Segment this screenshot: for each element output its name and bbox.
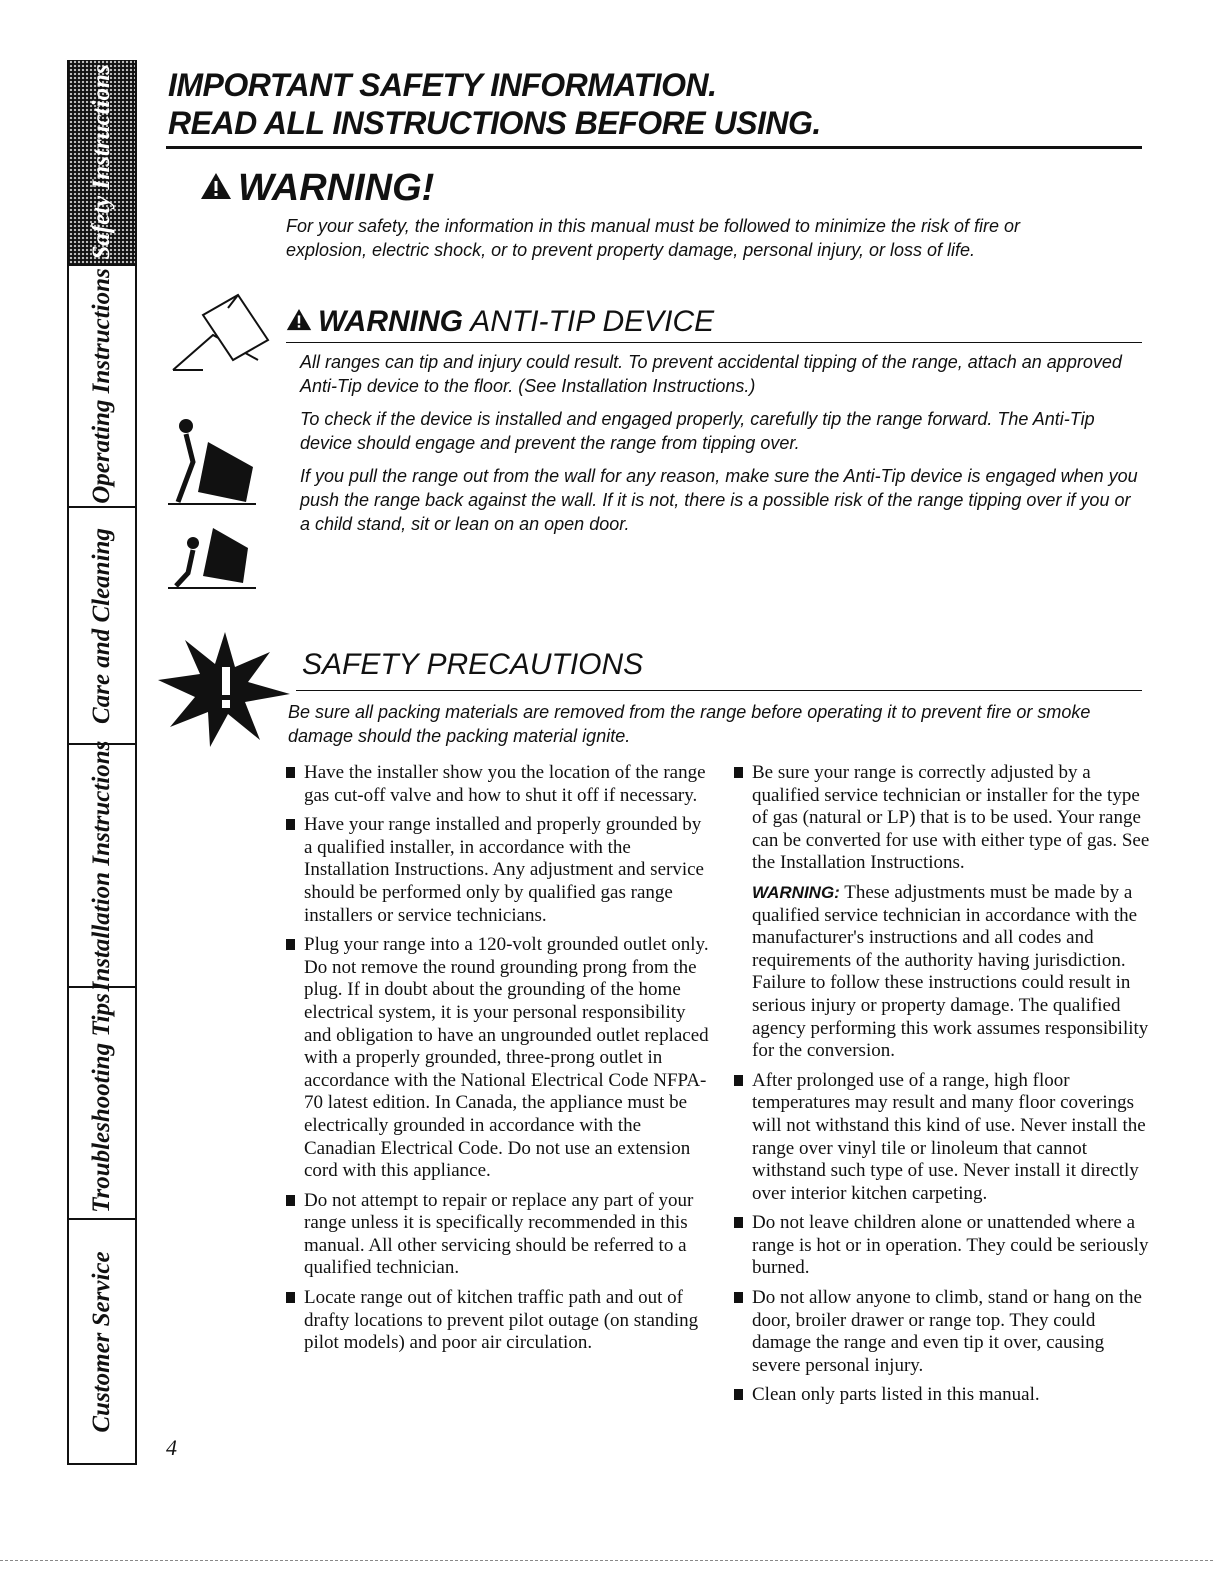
safety-precautions-heading: SAFETY PRECAUTIONS — [302, 648, 644, 681]
tab-installation-instructions[interactable]: Installation Instructions — [69, 745, 135, 988]
warning-note-label: WARNING: — [752, 882, 840, 902]
list-item: Plug your range into a 120-volt grounded outlet only. Do not remove the round grounding prong from the plug. If in doubt about the grounding of the home electrical system, it is your personal responsibility and obligation to have an ungrounded outlet replaced with a properly grounded, three-prong outlet in accordance with the National Electrical Code NFPA-70 latest edition. In Canada, the appliance must be electrically grounded in accordance with the Canadian Electrical Code. Do not use an extension cord with this appliance. — [284, 934, 714, 1183]
list-item: Have the installer show you the location of the range gas cut-off valve and how to shut it off if necessary. — [284, 762, 714, 807]
precautions-left-column — [284, 762, 714, 1362]
tab-operating-instructions[interactable]: Operating Instructions — [69, 266, 135, 508]
title-line-2: READ ALL INSTRUCTIONS BEFORE USING. — [168, 105, 821, 141]
anti-tip-heading: WARNING ANTI-TIP DEVICE — [286, 305, 714, 339]
list-item: Do not allow anyone to climb, stand or hang on the door, broiler drawer or range top. They could damage the range and even tip it over, causing severe personal injury. — [732, 1287, 1150, 1377]
list-item: Have your range installed and properly grounded by a qualified installer, in accordance with the Installation Instructions. Any adjustment and service should be performed only by qualified gas range installers or service technicians. — [284, 814, 714, 927]
sidebar-tabs — [67, 60, 137, 1465]
precautions-intro: Be sure all packing materials are removed from the range before operating it to prevent fire or smoke damage should the packing material ignite. — [288, 702, 1091, 746]
anti-tip-paragraph: To check if the device is installed and engaged properly, carefully tip the range forward. The Anti-Tip device should engage and prevent the range from tipping over. — [300, 409, 1095, 453]
page-number: 4 — [166, 1435, 177, 1460]
list-item: Clean only parts listed in this manual. — [732, 1384, 1150, 1407]
warning-text: For your safety, the information in this manual must be followed to minimize the risk of fire or explosion, electric shock, or to prevent property damage, personal injury, or loss of life. — [286, 216, 1020, 260]
precautions-rule — [296, 690, 1142, 691]
list-item: Do not attempt to repair or replace any part of your range unless it is specifically recommended in this manual. All other servicing should be referred to a qualified technician. — [284, 1190, 714, 1280]
anti-tip-body — [300, 350, 1145, 536]
child-climbing-icon — [168, 518, 258, 593]
warning-note: WARNING: These adjustments must be made by a qualified service technician in accordance with the manufacturer's instructions and all codes and requirements of the authority having jurisdiction. Failure to follow these instructions could result in serious injury or property damage. The qualified agency performing this work assumes responsibility for the conversion. — [752, 881, 1149, 1062]
list-item: Do not leave children alone or unattended where a range is hot or in operation. They could be seriously burned. — [732, 1212, 1150, 1280]
tab-care-and-cleaning[interactable]: Care and Cleaning — [69, 508, 135, 745]
page-title — [168, 66, 821, 142]
warning-triangle-icon — [200, 172, 232, 200]
warning-heading: WARNING! — [200, 167, 434, 210]
page-bottom-edge — [0, 1560, 1213, 1561]
tab-troubleshooting-tips[interactable]: Troubleshooting Tips — [69, 988, 135, 1220]
header-rule — [166, 146, 1142, 149]
title-line-1: IMPORTANT SAFETY INFORMATION. — [168, 67, 717, 103]
tab-customer-service[interactable]: Customer Service — [88, 1250, 115, 1433]
list-item: After prolonged use of a range, high floor temperatures may result and many floor coverings will not withstand this kind of use. Never install the range over vinyl tile or linoleum that cannot withstand such type of use. Never install it directly over interior kitchen carpeting. — [732, 1070, 1150, 1206]
list-item: Be sure your range is correctly adjusted by a qualified service technician or installer for the type of gas (natural or LP) that is to be used. Your range can be converted for use with either type of gas. See the Installation Instructions. — [732, 762, 1150, 875]
explosion-icon — [150, 622, 300, 752]
precautions-right-column — [732, 762, 1150, 1414]
child-on-door-icon — [168, 412, 258, 507]
list-item: Locate range out of kitchen traffic path and out of drafty locations to prevent pilot outage (on standing pilot models) and poor air circulation. — [284, 1287, 714, 1355]
warning-triangle-icon — [286, 308, 312, 331]
anti-tip-rule — [286, 342, 1142, 343]
tab-safety-instructions[interactable]: Safety Instructions — [69, 60, 135, 266]
range-tip-illustration — [168, 290, 278, 390]
anti-tip-paragraph: If you pull the range out from the wall for any reason, make sure the Anti-Tip device is engaged when you push the range back against the wall. If it is not, there is a possible risk of the range tipping over if you or a child stand, sit or lean on an open door. — [300, 466, 1138, 534]
anti-tip-paragraph: All ranges can tip and injury could result. To prevent accidental tipping of the range, attach an approved Anti-Tip device to the floor. (See Installation Instructions.) — [300, 352, 1122, 396]
